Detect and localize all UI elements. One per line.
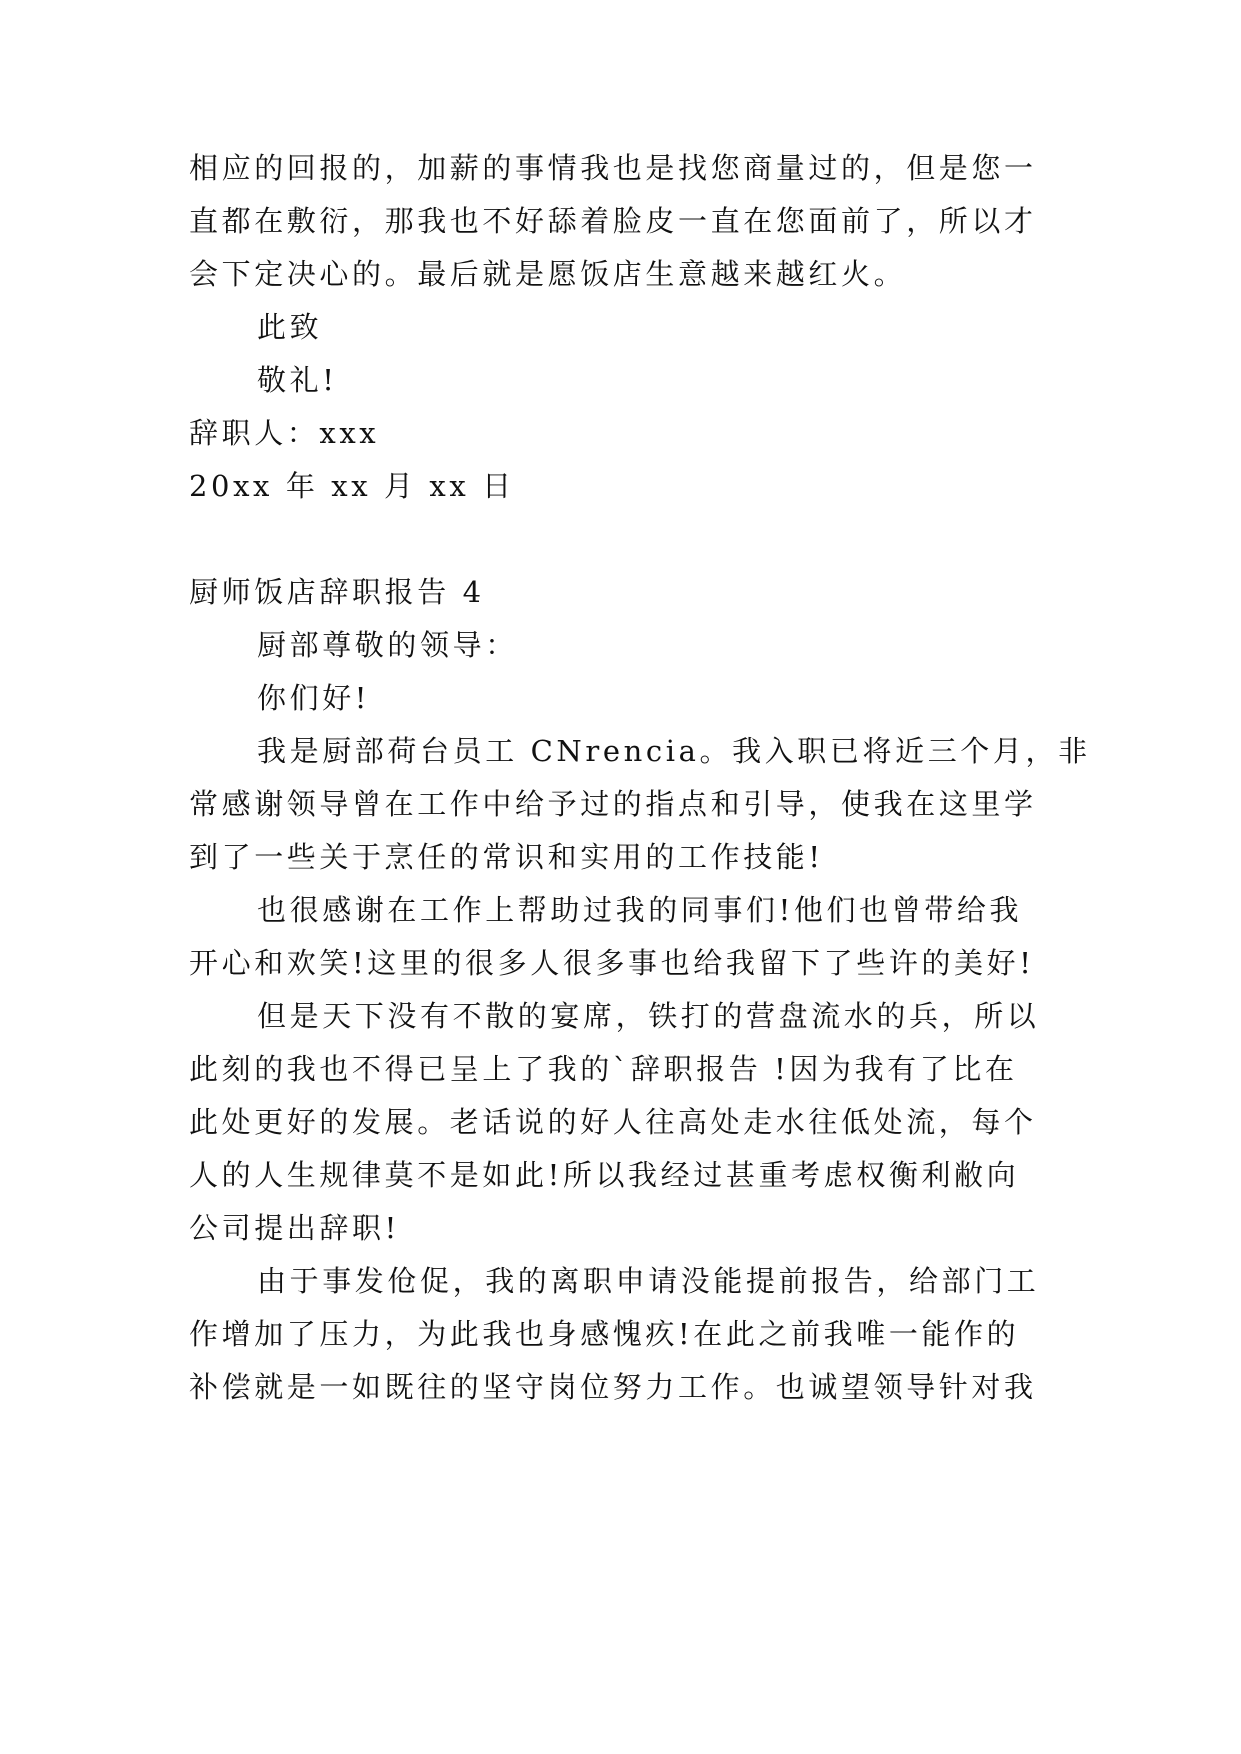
paragraph-line: 补偿就是一如既往的坚守岗位努力工作。也诚望领导针对我 xyxy=(189,1370,1037,1404)
paragraph-line: 常感谢领导曾在工作中给予过的指点和引导，使我在这里学 xyxy=(189,787,1037,821)
paragraph-line: 到了一些关于烹任的常识和实用的工作技能! xyxy=(189,840,824,874)
paragraph-line: 但是天下没有不散的宴席，铁打的营盘流水的兵，所以 xyxy=(257,999,1040,1033)
paragraph-line: 开心和欢笑!这里的很多人很多事也给我留下了些许的美好! xyxy=(189,946,1035,980)
date-line: 20xx 年 xx 月 xx 日 xyxy=(189,469,515,503)
paragraph-line: 会下定决心的。最后就是愿饭店生意越来越红火。 xyxy=(189,257,907,291)
paragraph-line: 直都在敷衍，那我也不好舔着脸皮一直在您面前了，所以才 xyxy=(189,204,1037,238)
signer-line: 辞职人：xxx xyxy=(189,416,380,450)
salutation-line: 厨部尊敬的领导： xyxy=(257,628,518,662)
closing-line: 敬礼! xyxy=(257,363,338,397)
paragraph-line: 作增加了压力，为此我也身感愧疚!在此之前我唯一能作的 xyxy=(189,1317,1020,1351)
section-title: 厨师饭店辞职报告 4 xyxy=(189,575,485,609)
closing-line: 此致 xyxy=(257,310,323,344)
greeting-line: 你们好! xyxy=(257,681,371,715)
paragraph-line: 由于事发伧促，我的离职申请没能提前报告，给部门工 xyxy=(257,1264,1040,1298)
paragraph-line: 公司提出辞职! xyxy=(189,1211,400,1245)
paragraph-line: 人的人生规律莫不是如此!所以我经过甚重考虑权衡利敝向 xyxy=(189,1158,1020,1192)
paragraph-line: 也很感谢在工作上帮助过我的同事们!他们也曾带给我 xyxy=(257,893,1023,927)
paragraph-line: 此处更好的发展。老话说的好人往高处走水往低处流，每个 xyxy=(189,1105,1037,1139)
paragraph-line: 我是厨部荷台员工 CNrencia。我入职已将近三个月，非 xyxy=(257,734,1091,768)
paragraph-line: 相应的回报的，加薪的事情我也是找您商量过的，但是您一 xyxy=(189,151,1037,185)
paragraph-line: 此刻的我也不得已呈上了我的`辞职报告 !因为我有了比在 xyxy=(189,1052,1018,1086)
